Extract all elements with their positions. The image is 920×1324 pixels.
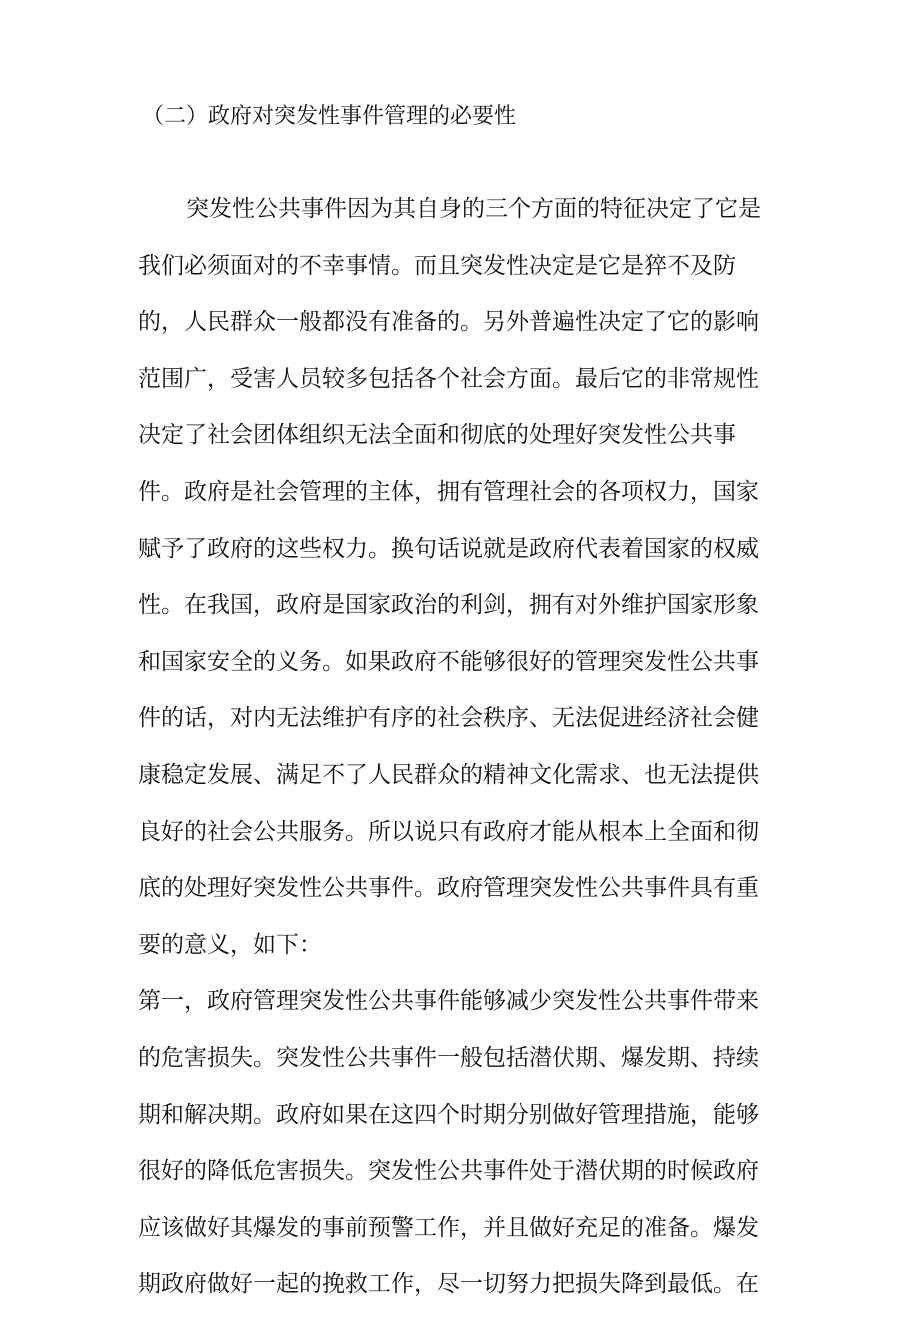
paragraph-line: 决定了社会团体组织无法全面和彻底的处理好突发性公共事	[138, 422, 736, 449]
paragraph-line: 突发性公共事件因为其自身的三个方面的特征决定了它是	[186, 196, 761, 222]
paragraph-line: 很好的降低危害损失。突发性公共事件处于潜伏期的时候政府	[138, 1158, 759, 1185]
section-heading: （二）政府对突发性事件管理的必要性	[142, 104, 517, 129]
paragraph-line: 和国家安全的义务。如果政府不能够很好的管理突发性公共事	[138, 648, 759, 675]
paragraph-line: 期和解决期。政府如果在这四个时期分别做好管理措施，能够	[138, 1101, 759, 1128]
paragraph-line: 康稳定发展、满足不了人民群众的精神文化需求、也无法提供	[138, 761, 759, 788]
paragraph-line: 第一，政府管理突发性公共事件能够减少突发性公共事件带来	[138, 988, 759, 1015]
paragraph-line: 要的意义，如下：	[138, 931, 322, 958]
body-text	[138, 192, 778, 1324]
paragraph-line: 件的话，对内无法维护有序的社会秩序、无法促进经济社会健	[138, 705, 759, 732]
paragraph-line: 件。政府是社会管理的主体，拥有管理社会的各项权力，国家	[138, 478, 759, 505]
paragraph-line: 的，人民群众一般都没有准备的。另外普遍性决定了它的影响	[138, 309, 759, 336]
paragraph-line: 底的处理好突发性公共事件。政府管理突发性公共事件具有重	[138, 875, 759, 902]
paragraph-line: 应该做好其爆发的事前预警工作，并且做好充足的准备。爆发	[138, 1214, 759, 1241]
paragraph-line: 性。在我国，政府是国家政治的利剑，拥有对外维护国家形象	[138, 592, 759, 619]
paragraph-line: 我们必须面对的不幸事情。而且突发性决定是它是猝不及防	[138, 252, 736, 279]
paragraph-line: 范围广，受害人员较多包括各个社会方面。最后它的非常规性	[138, 365, 759, 392]
paragraph-line: 期政府做好一起的挽救工作，尽一切努力把损失降到最低。在	[138, 1271, 759, 1298]
paragraph-line: 的危害损失。突发性公共事件一般包括潜伏期、爆发期、持续	[138, 1044, 759, 1071]
paragraph-line: 赋予了政府的这些权力。换句话说就是政府代表着国家的权威	[138, 535, 759, 562]
paragraph-line: 良好的社会公共服务。所以说只有政府才能从根本上全面和彻	[138, 818, 759, 845]
